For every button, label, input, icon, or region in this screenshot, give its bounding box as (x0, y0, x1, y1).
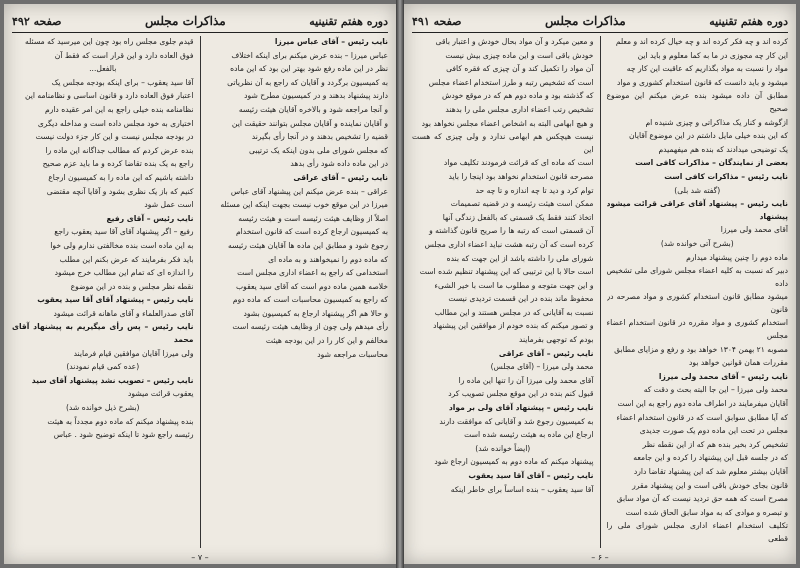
stage-direction: بالفعل... (89, 64, 117, 74)
column-divider (600, 36, 601, 548)
paragraph-line: ازگوشه و کنار یک مذاکراتی و چیزی شنیده ام (645, 117, 788, 127)
paragraph-line: راجع به یک بنده تقاضا کرده و ما باید عزم صحیح (42, 159, 194, 169)
paragraph-line: محفوظ ماند بنده در این قسمت تردیدی نیست (448, 294, 594, 304)
paragraph-line: که راجع به کمیسیون محاسبات است که ماده دوم (232, 295, 388, 305)
paragraph-line: و تبصره و موادی که به مواد سابق الحاق شده است (625, 507, 788, 517)
paragraph-line: استخدام کشوری و مواد مقرره در قانون استخدام اعضاء مجلس (606, 318, 788, 341)
paragraph-line: در این ماده داده شود رأی بدهد (290, 159, 388, 169)
paragraph-line: که آیا مطابق سوابق است که در قانون استخدام اعضاء (616, 412, 788, 422)
paragraph-line: نسبت به آقایانی که در مجلس هستند و این مطالب (434, 307, 594, 317)
paragraph-line: ولی میرزا آقایان موافقین قیام فرمایند (73, 348, 194, 358)
paragraph-line: این کار چه مجوزی در ما به کما معلوم و باید این (637, 50, 788, 60)
right-page-title: مذاکرات مجلس (545, 14, 626, 28)
paragraph-line: محمد ولی میرزا – این جا البته بحث و دقت که (643, 385, 788, 395)
left-page-header (12, 10, 388, 33)
speaker-line: نایب رئیس – مذاکرات کافی است (664, 171, 788, 181)
paragraph-line: پیشنهاد میکنم که ماده دوم به کمیسیون ارجاع شود (434, 457, 594, 467)
paragraph-line: مجلس در تحت این ماده دوم یک صورت جدیدی (639, 426, 788, 436)
left-page-columns (12, 36, 388, 548)
paragraph-line: را اندازه ای که تمام این مطالب خرج میشود (54, 268, 194, 278)
speaker-line: نایب رئیس – آقای عراقی (498, 348, 594, 358)
paragraph-line: بودم که توجهی بفرمایند (518, 335, 594, 345)
paragraph-line: آقای محمد ولی میرزا آن را تنها این ماده را (458, 375, 594, 385)
paragraph-line: رئیسه راجع شود تا اینکه توضیح شود . عباس (53, 430, 194, 440)
paragraph-line: بنده عرض کردم که مطالب جداگانه این ماده را (45, 145, 194, 155)
speaker-line: بعضی از نمایندگان – مذاکرات کافی است (635, 158, 788, 168)
paragraph-line: عراقی – بنده عرض میکنم این پیشنهاد آقای عباس (230, 186, 388, 196)
stage-direction: (گفته شد بلی) (674, 185, 721, 195)
paragraph-line: تشخیص رتب اعضاء اداری مجلس ملی را بدهند (445, 104, 594, 114)
paragraph-line: دارند پیشنهاد بدهند و در کمیسیون مطرح شود (244, 91, 388, 101)
paragraph-line: اختیاری به خود مجلس داده است و مداخله دیگری (37, 118, 194, 128)
paragraph-line: دبیر که نسبت به کلیه اعضاء مجلس شورای ملی تشخیص داده (606, 266, 788, 288)
paragraph-line: ماده دوم را چنین پیشنهاد میدارم (686, 252, 788, 262)
right-page-journal: دوره هفتم تقنینیه (709, 14, 788, 28)
paragraph-line: به کمیسیون ارجاع کرده است که قانون استخدام (235, 227, 388, 237)
paragraph-line: اتخاذ کنند فقط یک قسمتی که بالفعل زندگی آنها (442, 212, 594, 222)
paragraph-line: آقا سید یعقوب – برای اینکه بودجه مجلس یک (51, 77, 194, 87)
paragraph-line: که این بنده خیلی مایل داشتم در این موضوع آقایان (628, 131, 788, 141)
paragraph-line: داشته باشیم که این ماده را به کمیسیون ارجاع (48, 172, 194, 182)
paragraph-line: قضیه را تشخیص بدهند و در آنجا رأی بگیرند (251, 132, 388, 142)
left-page (4, 4, 396, 564)
paragraph-line: اصلاً از وظایف هیئت رئیسه است و هیئت رئیسه (238, 213, 388, 223)
stage-direction: (عده کمی قیام نمودند) (66, 362, 140, 372)
paragraph-line: توام کرد و دید تا چه اندازه و تا چه حد (475, 185, 594, 195)
left-page-footer: – ۷ – (191, 553, 209, 562)
paragraph-line: است که تشخیص رتبه و طرز استخدام اعضاء مجلس (428, 77, 594, 87)
paragraph-line: میرزا در این موقع خوب نیست بجهت اینکه این مسئله (220, 200, 388, 210)
paragraph-line: آقای صدرالعلماء و آقای ماهانه قرائت میشود (53, 308, 194, 318)
paragraph-line: مقررات همان قوانین خواهد بود (689, 358, 788, 368)
paragraph-line: محاسبات مراجعه شود (317, 349, 388, 359)
paragraph-line: کنیم که باز یک نظری بشود و آقایا آنچه مقتضی (46, 186, 194, 196)
paragraph-line: آن قسمتی است که رتبه ها را صریح قانون گذاشته و (429, 226, 594, 236)
paragraph-line: یک توضیحی میدادند که بنده هم میفهمیدم (658, 144, 788, 154)
speaker-line: نایب رئیس – آقای آقا سید یعقوب (468, 471, 594, 480)
paragraph-line: عباس میرزا – بنده عرض میکنم برای اینکه اختلاف (231, 50, 388, 60)
paragraph-line: رجوع شود و مطابق این ماده ها آقایان هیئت رئیسه (227, 240, 388, 250)
paragraph-line: آقایان بیشتر معلوم شد که این پیشنهاد تقاضا دارد (633, 467, 788, 476)
right-page-column-right (607, 36, 789, 548)
paragraph-line: قبول کنم بنده در این موقع مجلس تصویب کرد (448, 389, 594, 399)
paragraph-line: که در جلسه قبل این پیشنهاد را کرده و این جامعه (633, 453, 788, 463)
speaker-line: نایب رئیس – پیشنهاد آقای ولی بر مواد (448, 403, 594, 413)
paragraph-line: که ماده دوم را نمیخواهند و به ماده ای (268, 254, 388, 264)
paragraph-line: کرده اند و چه فکر کرده اند و چه خیال کرده اند و معلم (615, 37, 788, 46)
paragraph-line: در بودجه مجلس نیست و این کار جزء دولت نیست (35, 132, 194, 142)
paragraph-line: و هیچ ابهامی البته به اشخاص اعضاء مجلس نخواهد بود (421, 118, 594, 128)
paragraph-line: مواد را نسبت به مواد بگذاریم که عاقبت این کار چه (626, 64, 788, 74)
paragraph-line: فوق العاده دارد و این قرار است که فقط آن (54, 50, 194, 60)
paragraph-line: و این جهت متوجه و مطلوب ما است با خیر الشیء (434, 280, 594, 290)
paragraph-line: تکلیف استخدام اعضاء اداری مجلس شورای ملی را قطعی (606, 521, 788, 543)
paragraph-line: میشود مطابق قانون استخدام کشوری و مواد مصرحه در قانون (606, 292, 788, 314)
speaker-line: نایب رئیس – آقای محمد ولی میرزا (658, 371, 788, 381)
paragraph-line: استخدامی که راجع به اعضاء اداری مجلس است (237, 268, 388, 278)
right-page (404, 4, 796, 564)
right-page-footer: – ۶ – (591, 553, 609, 562)
paragraph-line: باید فکر بفرمایند که عرض بکنم این مطلب (59, 254, 194, 264)
right-page-columns (412, 36, 788, 548)
paragraph-line: رأی میدهم ولی چون از وظایف هیئت رئیسه است (232, 322, 388, 332)
paragraph-line: و آنجا مراجعه شود و بالاخره آقایان هیئت رئیسه (238, 104, 388, 114)
paragraph-line: رفیع – اگر پیشنهاد آقای آقا سید یعقوب راجع (54, 227, 194, 237)
paragraph-line: قیدم جلوی مجلس راه بود چون این میرسید که مسئله (24, 37, 194, 46)
paragraph-line: آقای محمد ولی میرزا (720, 225, 788, 235)
left-page-title: مذاکرات مجلس (145, 14, 226, 28)
paragraph-line: میشود و باید دانست که قانون استخدام کشوری و مواد (617, 77, 788, 87)
paragraph-line: قانون بجای خودش باقی است و این پیشنهاد مقرر (632, 480, 788, 490)
paragraph-line: یعقوب قرائت میشود (128, 389, 194, 399)
paragraph-line: آقا سید یعقوب – بنده اساساً برای خاطر اینکه (450, 484, 594, 494)
speaker-line: نایب رئیس – تصویب نشد پیشنهاد آقای سید (31, 375, 194, 385)
left-page-column-right (207, 36, 389, 548)
right-page-header (412, 10, 788, 33)
paragraph-line: و معین میکرد و آن مواد بحال خودش و اعتبار باقی (435, 37, 594, 46)
paragraph-line: مصرح است که همه حق تردید نیست که آن مواد سابق (616, 494, 788, 504)
right-page-column-left (412, 36, 594, 548)
paragraph-line: کرده است که آن رتبه هشت نباید اعضاء اداری مجلس (424, 239, 594, 249)
speaker-line: نایب رئیس – آقای عراقی (293, 172, 388, 182)
paragraph-line: به کمیسیون برگردد و آقایان که راجع به آن نظریاتی (227, 77, 388, 87)
paragraph-line: است که ماده ای که قرائت فرمودند تکلیف مواد (443, 158, 594, 168)
paragraph-line: آن مواد را تکمیل کند و آن چیزی که فقره کافی (446, 64, 594, 74)
speaker-line: نایب رئیس – آقای رفیع (106, 213, 194, 223)
column-divider (200, 36, 201, 548)
paragraph-line: به این ماده است بنده مخالفتی ندارم ولی خوا (50, 240, 194, 250)
paragraph-line: مخالفم و این کار را در این بودجه هیئت (265, 336, 388, 346)
paragraph-line: خلاصه همین ماده دوم است که آقای سید یعقوب (236, 281, 388, 291)
paragraph-line: اعتبار فوق العاده دارد و قانون اساسی و نظامنامه این (24, 91, 194, 101)
left-page-journal: دوره هفتم تقنینیه (309, 14, 388, 28)
paragraph-line: و حالا هم اگر پیشنهاد ارجاع به کمیسیون بشود (243, 308, 388, 318)
speaker-line: نایب رئیس – پیشنهاد آقای عراقی قرائت میشود پیشنهاد (606, 199, 788, 221)
left-page-column-left (12, 36, 194, 548)
paragraph-line: نظر در این ماده رفع شود بهتر این بود که این ماده (230, 64, 388, 74)
paragraph-line: خودش باقی است و این ماده چیزی بیش نیست (445, 50, 594, 60)
stage-direction: (بشرح آتی خوانده شد) (660, 238, 734, 248)
paragraph-line: که مجلس شورای ملی بدون اینکه یک ترتیبی (248, 145, 388, 155)
paragraph-line: نظامنامه بنده خیلی راجع به این امر عقیده دارم (44, 104, 194, 114)
paragraph-line: است حالا با این ترتیبی که این پیشنهاد تنظیم شده است (419, 267, 594, 277)
paragraph-line: شورای ملی را داشته باشد از این جهت که بنده (446, 253, 594, 263)
paragraph-line: مصرحه قانون استخدام نخواهد بود اینجا را باید (448, 171, 594, 181)
paragraph-line: است عمل شود (144, 200, 194, 210)
paragraph-line: بنده پیشنهاد میکنم که ماده دوم مجدداً به هیئت (47, 416, 194, 426)
paragraph-line: محمد ولی میرزا – (آقای مجلس) (490, 362, 594, 372)
paragraph-line: مصوبه ۲۱ بهمن ۱۳۰۴ خواهد بود و رفع و مزایای مطابق (614, 344, 788, 354)
paragraph-line: مطابق آن داده میشود بنده عرض میکنم این موضوع صحیح (606, 91, 788, 113)
paragraph-line: به کمیسیون رجوع شد و آقایانی که موافقت دارند (439, 416, 594, 426)
speaker-line: نایب رئیس – آقای عباس میرزا (274, 37, 388, 46)
paragraph-line: و تصور میکنم که بنده خودم از موافقین این پیشنهاد (433, 321, 594, 331)
speaker-line: نایب رئیس – پس رأی میگیریم به پیشنهاد آقای محمد (12, 322, 194, 345)
paragraph-line: تشخیص کرد بخیر بنده هم که از این نقطه نظر (642, 439, 788, 449)
paragraph-line: نقطه نظر مجلس و بنده در این موضوع (70, 281, 194, 291)
stage-direction: (بشرح ذیل خوانده شد) (65, 403, 140, 413)
speaker-line: نایب رئیس – پیشنهاد آقای آقا سید یعقوب (37, 295, 194, 305)
paragraph-line: که گذشته بود و ماده دوم هم که در موقع خودش (442, 91, 594, 101)
paragraph-line: ارجاع این ماده به هیئت رئیسه شده است (464, 430, 594, 440)
left-page-number: صفحه ۴۹۲ (12, 14, 62, 28)
paragraph-line: و آقایان نماینده و آقایان مجلس بتوانند حقیقت این (231, 118, 388, 128)
paragraph-line: آقایان میفرمایند در اطراف ماده دوم راجع به این است (617, 399, 788, 409)
paragraph-line: نیست هیچکس هم ابهامی ندارد و ولی چیزی که هست این (412, 132, 594, 154)
book-gutter (396, 0, 404, 568)
right-page-number: صفحه ۴۹۱ (412, 14, 462, 28)
paragraph-line: ممکن است هیئت رئیسه و در قضیه تصمیمات (450, 199, 594, 209)
stage-direction: (ایضاً خوانده شد) (475, 443, 531, 453)
